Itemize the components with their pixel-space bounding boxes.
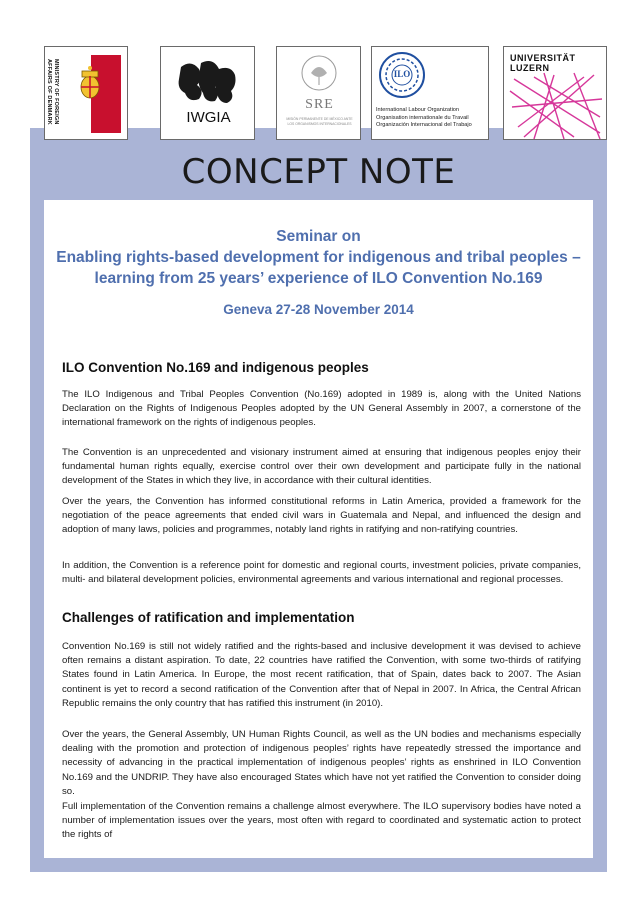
section-title: ILO Convention No.169 and indigenous peoples bbox=[62, 360, 369, 375]
paragraph: In addition, the Convention is a reference point for domestic and regional courts, investment policies, private companies, multi- and bilateral development policies, environmental agreements and various international and regional processes. bbox=[62, 560, 581, 586]
ilo-name-es: Organización Internacional del Trabajo bbox=[376, 122, 472, 129]
ilo-name-en: International Labour Organization bbox=[376, 107, 460, 113]
denmark-logo-text: MINISTRY OF FOREIGN AFFAIRS OF DENMARK bbox=[46, 59, 59, 125]
luzern-line2: LUZERN bbox=[510, 63, 550, 73]
ilo-name-fr: Organisation internationale du Travail bbox=[376, 114, 469, 121]
paragraph: Convention No.169 is still not widely ratified and the rights-based and inclusive development it was devised to achieve often remains a distant aspiration. To date, 22 countries have ratified the Convention, with some two-thirds of ratifying States found in Latin America. In Europe, the most recent ratification, that of Spain, dates back to 2007. The Asian continent is yet to record a second ratification of the Convention after that of Nepal in 2007. In Africa, the Central African Republic remains the only country that has ratified this instrument (in 2010). bbox=[62, 641, 581, 709]
page-title: CONCEPT NOTE bbox=[181, 152, 456, 192]
seminar-date: Geneva 27-28 November 2014 bbox=[223, 302, 414, 317]
denmark-ministry-logo bbox=[44, 46, 128, 140]
seminar-line-3: learning from 25 years’ experience of ILO Convention No.169 bbox=[94, 270, 543, 287]
paragraph: Full implementation of the Convention remains a challenge almost everywhere. The ILO supervisory bodies have noted a number of implementation issues over the years, most often with regard to coordinated and systematic action to protect the rights of bbox=[62, 801, 581, 841]
paragraph: Over the years, the General Assembly, UN Human Rights Council, as well as the UN bodies and mechanisms especially dealing with the promotion and protection of indigenous peoples’ rights have repeatedly stressed the importance and necessity of advancing in the practical implementation of indigenous peoples’ rights as enshrined in ILO Convention No.169 and the UNDRIP. They have also encouraged States which have not yet ratified the Convention to consider doing so. bbox=[62, 729, 581, 797]
ilo-emblem-text: ILO bbox=[393, 69, 411, 79]
sre-logo-text: SRE bbox=[305, 97, 334, 112]
paragraph: The Convention is an unprecedented and visionary instrument aimed at ensuring that indigenous peoples enjoy their fundamental human rights equally, exercise control over their own development and participate fully in the national development of the States in which they live, in accordance with their cultural identities. bbox=[62, 447, 581, 487]
luzern-line1: UNIVERSITÄT bbox=[510, 53, 576, 63]
luzern-logo bbox=[503, 46, 607, 140]
iwgia-logo-text: IWGIA bbox=[186, 109, 231, 126]
seminar-line-2: Enabling rights-based development for indigenous and tribal peoples – bbox=[56, 249, 581, 266]
frame-right bbox=[593, 200, 607, 872]
seminar-line-1: Seminar on bbox=[276, 228, 361, 245]
seminar-heading bbox=[44, 226, 593, 320]
paragraph: The ILO Indigenous and Tribal Peoples Convention (No.169) adopted in 1989 is, along with the United Nations Declaration on the Rights of Indigenous Peoples adopted by the UN General Assembly in 2007, a cornerstone of the international framework on the rights of indigenous peoples. bbox=[62, 389, 581, 429]
faces-icon bbox=[161, 47, 255, 140]
ilo-logo bbox=[371, 46, 489, 140]
eagle-seal-icon bbox=[277, 47, 361, 97]
ilo-logo-names bbox=[376, 107, 488, 130]
paragraph: Over the years, the Convention has informed constitutional reforms in Latin America, provided a framework for the negotiation of the peace agreements that ended civil wars in Guatemala and Nepal, and influenced the design and adoption of many laws, policies and programmes, notably land rights in ratifying and non-ratifying countries. bbox=[62, 496, 581, 536]
frame-left bbox=[30, 200, 44, 872]
luzern-graphic-icon bbox=[504, 47, 607, 140]
content-panel bbox=[44, 200, 593, 858]
frame-bottom bbox=[30, 858, 607, 872]
sre-logo-subtext: MISIÓN PERMANENTE DE MÉXICO ANTE LOS ORGANISMOS INTERNACIONALES bbox=[286, 117, 353, 126]
iwgia-logo bbox=[160, 46, 255, 140]
section-title: Challenges of ratification and implementation bbox=[62, 610, 355, 625]
sre-logo bbox=[276, 46, 361, 140]
